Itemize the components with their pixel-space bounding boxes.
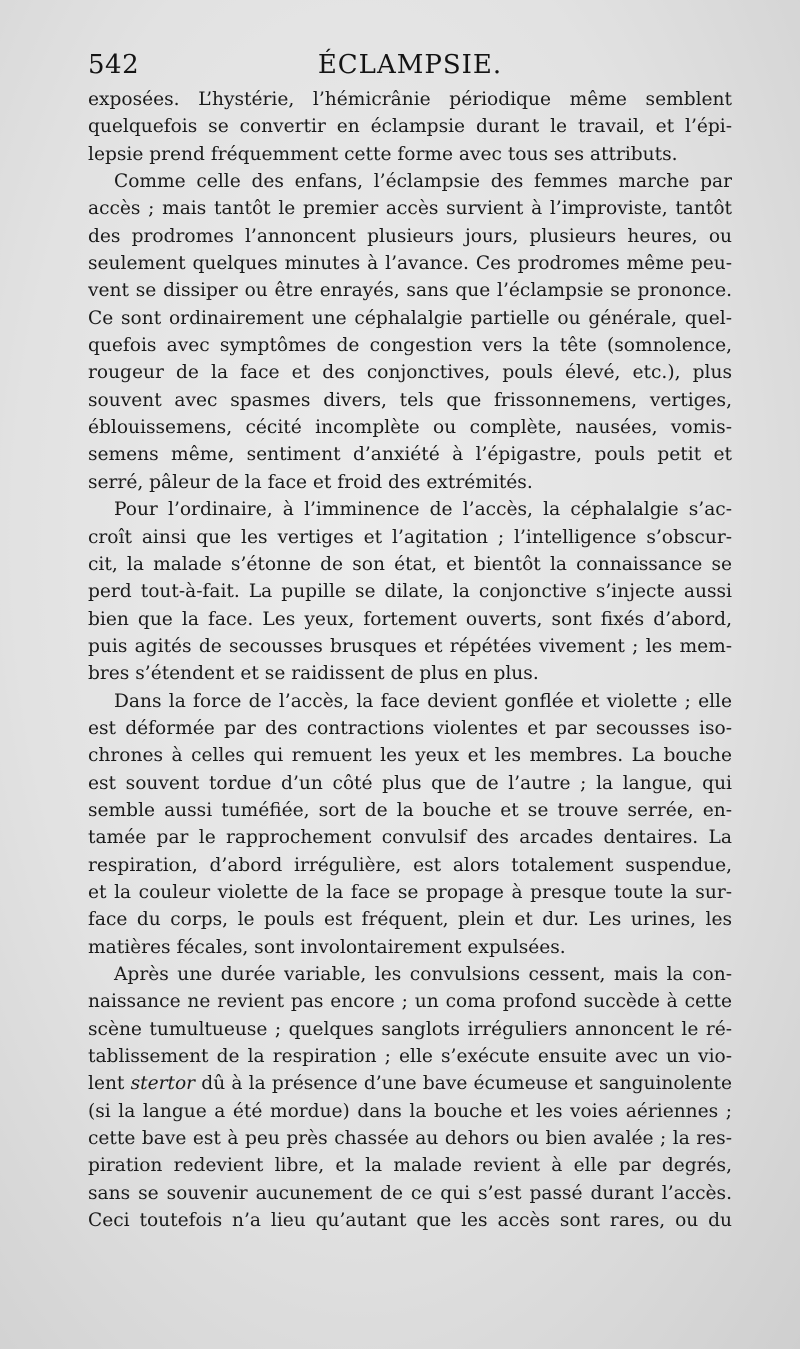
text-line: lent stertor dû à la présence d’une bave écumeuse et sanguinolente [88, 1073, 732, 1095]
text-line: cit, la malade s’étonne de son état, et bientôt la connaissance se [88, 553, 732, 575]
paragraph [88, 496, 732, 687]
text-line: scène tumultueuse ; quelques sanglots irréguliers annoncent le ré- [88, 1018, 732, 1040]
text-line: bres s’étendent et se raidissent de plus en plus. [88, 663, 539, 685]
text-line: piration redevient libre, et la malade revient à elle par degrés, [88, 1155, 732, 1177]
text-line: Comme celle des enfans, l’éclampsie des femmes marche par [114, 171, 732, 193]
text-line: souvent avec spasmes divers, tels que frissonnemens, vertiges, [88, 389, 732, 411]
text-line: puis agités de secousses brusques et répétées vivement ; les mem- [88, 635, 732, 657]
italic-term: stertor [130, 1073, 196, 1095]
text-line: bien que la face. Les yeux, fortement ouverts, sont fixés d’abord, [88, 608, 732, 630]
paragraph [88, 688, 732, 961]
page-number: 542 [88, 50, 140, 80]
text-line: (si la langue a été mordue) dans la bouche et les voies aériennes ; [88, 1100, 732, 1122]
text-line: Ce sont ordinairement une céphalalgie partielle ou générale, quel- [88, 307, 732, 329]
text-line: sans se souvenir aucunement de ce qui s’est passé durant l’accès. [88, 1182, 732, 1204]
text-line: seulement quelques minutes à l’avance. Ces prodromes même peu- [88, 253, 732, 275]
text-line: Dans la force de l’accès, la face devient gonflée et violette ; elle [114, 690, 732, 712]
text-line: vent se dissiper ou être enrayés, sans que l’éclampsie se prononce. [88, 280, 732, 302]
paragraph [88, 961, 732, 1234]
running-head [88, 50, 732, 90]
text-line: perd tout-à-fait. La pupille se dilate, la conjonctive s’injecte aussi [88, 581, 732, 603]
text-line: rougeur de la face et des conjonctives, pouls élevé, etc.), plus [88, 362, 732, 384]
text-line: semens même, sentiment d’anxiété à l’épigastre, pouls petit et [88, 444, 732, 466]
text-line: tablissement de la respiration ; elle s’exécute ensuite avec un vio- [88, 1046, 732, 1068]
text-line: serré, pâleur de la face et froid des extrémités. [88, 471, 533, 493]
text-line: matières fécales, sont involontairement expulsées. [88, 936, 566, 958]
body-text [88, 86, 732, 1234]
paragraph [88, 168, 732, 496]
text-line: et la couleur violette de la face se propage à presque toute la sur- [88, 881, 732, 903]
text-line: Pour l’ordinaire, à l’imminence de l’accès, la céphalalgie s’ac- [114, 499, 732, 521]
text-line: Après une durée variable, les convulsions cessent, mais la con- [114, 964, 732, 985]
text-line: éblouissemens, cécité incomplète ou complète, nausées, vomis- [88, 417, 732, 439]
text-line: semble aussi tuméfiée, sort de la bouche et se trouve serrée, en- [88, 799, 732, 821]
text-line: tamée par le rapprochement convulsif des arcades dentaires. La [88, 827, 732, 849]
section-title: ÉCLAMPSIE. [317, 50, 503, 80]
text-line: est déformée par des contractions violentes et par secousses iso- [88, 717, 732, 739]
text-line: Ceci toutefois n’a lieu qu’autant que les accès sont rares, ou du [88, 1210, 732, 1232]
text-line: accès ; mais tantôt le premier accès survient à l’improviste, tantôt [88, 198, 732, 220]
text-line: quelquefois se convertir en éclampsie durant le travail, et l’épi- [88, 116, 732, 138]
text-line: exposées. L’hystérie, l’hémicrânie périodique même semblent [88, 89, 732, 110]
text-line: est souvent tordue d’un côté plus que de l’autre ; la langue, qui [88, 772, 732, 794]
text-line: cette bave est à peu près chassée au dehors ou bien avalée ; la res- [88, 1128, 732, 1150]
text-line: naissance ne revient pas encore ; un coma profond succède à cette [88, 991, 732, 1013]
text-line: face du corps, le pouls est fréquent, plein et dur. Les urines, les [88, 909, 732, 931]
text-line: croît ainsi que les vertiges et l’agitation ; l’intelligence s’obscur- [88, 526, 732, 548]
text-line: des prodromes l’annoncent plusieurs jours, plusieurs heures, ou [88, 225, 732, 247]
paragraph [88, 86, 732, 168]
text-line: respiration, d’abord irrégulière, est alors totalement suspendue, [88, 854, 732, 876]
text-line: chrones à celles qui remuent les yeux et les membres. La bouche [88, 745, 732, 767]
text-line: lepsie prend fréquemment cette forme avec tous ses attributs. [88, 143, 678, 165]
text-line: quefois avec symptômes de congestion vers la tête (somnolence, [88, 335, 732, 357]
